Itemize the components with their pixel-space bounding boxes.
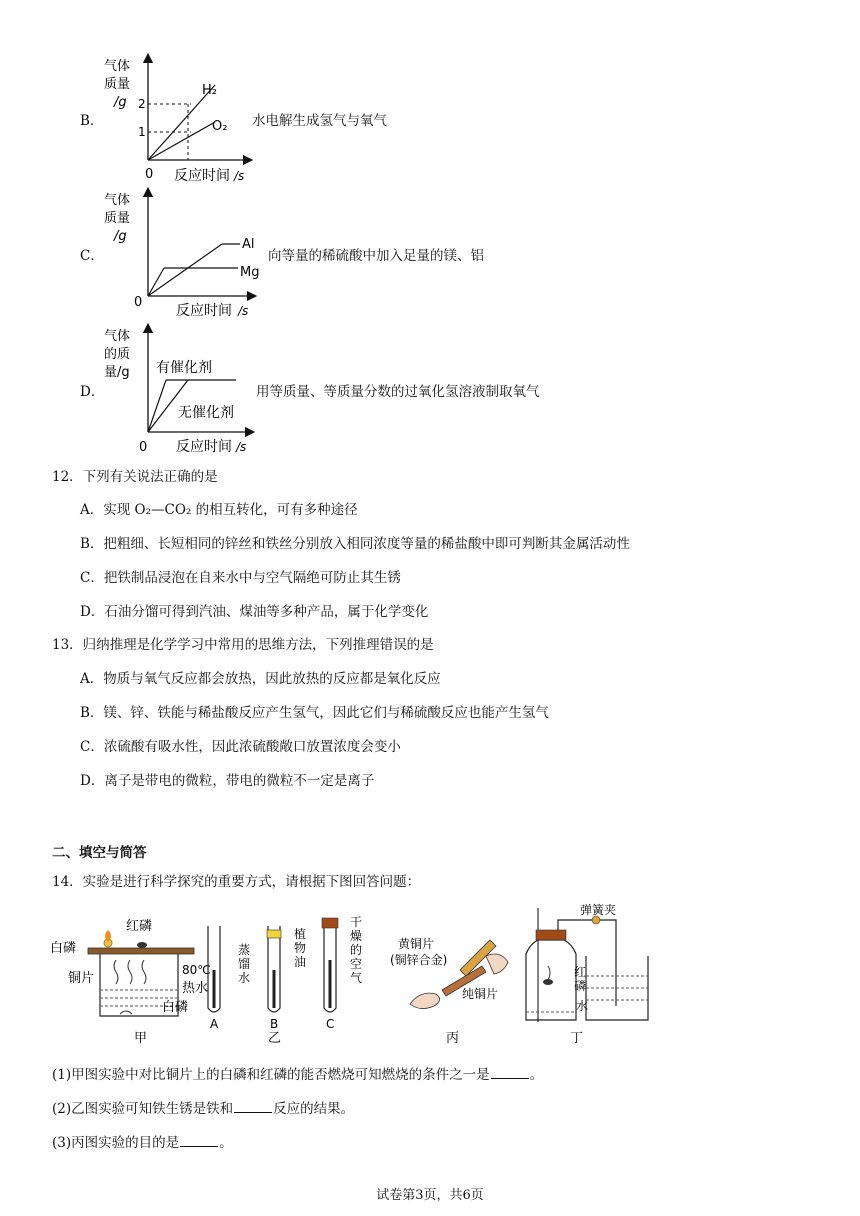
apparatus-bing — [390, 936, 508, 1046]
x-unit: /s — [234, 169, 245, 183]
q14-part3 — [52, 1134, 233, 1151]
option-b-desc: 水电解生成氢气与氧气 — [252, 113, 387, 129]
y-label-1: 气体 — [104, 329, 131, 344]
label-water: 水 — [576, 999, 589, 1013]
x-label: 反应时间 — [174, 168, 230, 184]
label-red-p: 红磷 — [126, 919, 153, 934]
tube-a: A — [210, 1017, 219, 1031]
x-label: 反应时间 — [176, 303, 232, 319]
q14-stem: 14．实验是进行科学探究的重要方式，请根据下图回答问题： — [52, 874, 421, 890]
spring-clamp — [592, 916, 600, 924]
x-unit: /s — [236, 440, 247, 454]
label-air-2: 燥 — [350, 929, 363, 943]
hand-left — [410, 993, 440, 1008]
label-red-p-2: 磷 — [574, 979, 587, 993]
q12-option-c: C．把铁制品浸泡在自来水中与空气隔绝可防止其生锈 — [80, 570, 401, 586]
q13-stem: 13．归纳推理是化学学习中常用的思维方法，下列推理错误的是 — [52, 637, 434, 653]
copper-sheet — [88, 948, 194, 954]
caption-yi: 乙 — [268, 1031, 282, 1046]
origin: 0 — [139, 440, 148, 455]
graph-b — [100, 52, 260, 187]
label-pure-copper: 纯铜片 — [462, 987, 499, 1001]
q13-option-a: A．物质与氧气反应都会放热，因此放热的反应都是氧化反应 — [80, 671, 441, 687]
y-label-2: 质量 — [104, 77, 131, 92]
q13-option-c: C．浓硫酸有吸水性，因此浓硫酸敞口放置浓度会变小 — [80, 739, 401, 755]
series-o2: O₂ — [212, 119, 228, 134]
x-unit: /s — [238, 304, 249, 318]
label-brass: 黄铜片 — [398, 937, 435, 951]
q12-stem: 12．下列有关说法正确的是 — [52, 469, 218, 485]
label-oil-1: 植 — [294, 927, 307, 941]
q14-part2-text: (2)乙图实验可知铁生锈是铁和 — [52, 1101, 234, 1117]
q14-part1-end: 。 — [529, 1067, 544, 1083]
y-label-2: 质量 — [104, 211, 131, 226]
graph-c — [100, 186, 270, 322]
label-air-4: 空 — [350, 957, 363, 971]
y-label-3: 量/g — [104, 365, 130, 380]
q14-part1-text: (1)甲图实验中对比铜片上的白磷和红磷的能否燃烧可知燃烧的条件之一是 — [52, 1067, 490, 1083]
option-d-label: D． — [80, 384, 105, 400]
y-label-3: /g — [114, 229, 127, 244]
q14-part3-text: (3)丙图实验的目的是 — [52, 1135, 180, 1151]
q13-option-b: B．镁、锌、铁能与稀盐酸反应产生氢气，因此它们与稀硫酸反应也能产生氢气 — [80, 705, 549, 721]
answer-blank-1[interactable] — [491, 1066, 529, 1079]
al-line-rise — [148, 244, 222, 296]
stopper — [536, 930, 566, 940]
label-air-1: 干 — [350, 915, 363, 929]
q14-part1 — [52, 1066, 543, 1083]
tick-2: 2 — [138, 97, 146, 111]
catalyst-line-rise — [148, 380, 166, 432]
series-catalyst: 有催化剂 — [156, 360, 212, 376]
label-air-5: 气 — [350, 971, 363, 985]
option-c-label: C． — [80, 248, 104, 264]
label-temp: 80℃ — [182, 963, 211, 977]
origin: 0 — [145, 167, 154, 182]
caption-bing: 丙 — [446, 1031, 460, 1046]
label-red-p-1: 红 — [574, 965, 587, 979]
label-clamp: 弹簧夹 — [580, 903, 617, 917]
origin: 0 — [134, 295, 143, 310]
q14-figure — [50, 900, 670, 1048]
tick-1: 1 — [138, 125, 146, 139]
page-footer: 试卷第3页，共6页 — [376, 1188, 484, 1203]
apparatus-ding — [526, 902, 648, 1046]
y-label-3: /g — [114, 95, 127, 110]
tube-c: C — [326, 1017, 335, 1031]
label-copper: 铜片 — [68, 971, 95, 986]
stopper — [322, 918, 338, 928]
label-water-3: 水 — [238, 971, 251, 985]
label-air-3: 的 — [350, 943, 363, 957]
series-al: Al — [242, 237, 255, 252]
y-label-1: 气体 — [104, 59, 131, 74]
series-no-catalyst: 无催化剂 — [178, 405, 234, 421]
series-mg: Mg — [240, 265, 260, 280]
option-b-label: B． — [80, 113, 104, 129]
mg-line-rise — [148, 268, 164, 296]
label-water-2: 馏 — [238, 957, 251, 971]
q12-option-d: D．石油分馏可得到汽油、煤油等多种产品，属于化学变化 — [80, 604, 429, 620]
red-phosphorus — [137, 942, 147, 948]
caption-ding: 丁 — [570, 1031, 584, 1046]
q12-option-a: A．实现 O₂—CO₂ 的相互转化，可有多种途径 — [80, 502, 358, 518]
q14-part2-end: 反应的结果。 — [273, 1101, 355, 1117]
series-h2: H₂ — [202, 83, 217, 98]
graph-d — [100, 320, 260, 458]
answer-blank-3[interactable] — [180, 1134, 218, 1147]
label-brass-alloy: (铜锌合金) — [390, 953, 448, 967]
label-oil-2: 物 — [294, 941, 307, 955]
hand-right — [486, 954, 508, 974]
label-oil-3: 油 — [294, 955, 307, 969]
option-c-desc: 向等量的稀硫酸中加入足量的镁、铝 — [268, 248, 484, 264]
option-d-desc: 用等质量、等质量分数的过氧化氢溶液制取氧气 — [256, 384, 540, 400]
caption-jia: 甲 — [134, 1031, 148, 1046]
o2-line — [148, 122, 215, 160]
section-title: 二、填空与简答 — [52, 845, 147, 861]
answer-blank-2[interactable] — [234, 1100, 272, 1113]
y-label-2: 的质 — [104, 347, 131, 362]
label-white-p: 白磷 — [50, 941, 77, 956]
q14-part2 — [52, 1100, 354, 1117]
q13-option-d: D．离子是带电的微粒，带电的微粒不一定是离子 — [80, 773, 375, 789]
label-hot-water: 热水 — [182, 981, 209, 996]
red-phosphorus — [543, 979, 553, 985]
x-label: 反应时间 — [176, 439, 232, 455]
apparatus-yi — [208, 915, 362, 1046]
y-label-1: 气体 — [104, 193, 131, 208]
label-white-p-water: 白磷 — [162, 1000, 189, 1015]
q12-option-b: B．把粗细、长短相同的锌丝和铁丝分别放入相同浓度等量的稀盐酸中即可判断其金属活动性 — [80, 536, 630, 552]
apparatus-jia — [50, 918, 211, 1046]
label-water-1: 蒸 — [238, 943, 251, 957]
q14-part3-end: 。 — [219, 1135, 233, 1151]
tube-b: B — [270, 1017, 279, 1031]
tube — [558, 920, 616, 1006]
